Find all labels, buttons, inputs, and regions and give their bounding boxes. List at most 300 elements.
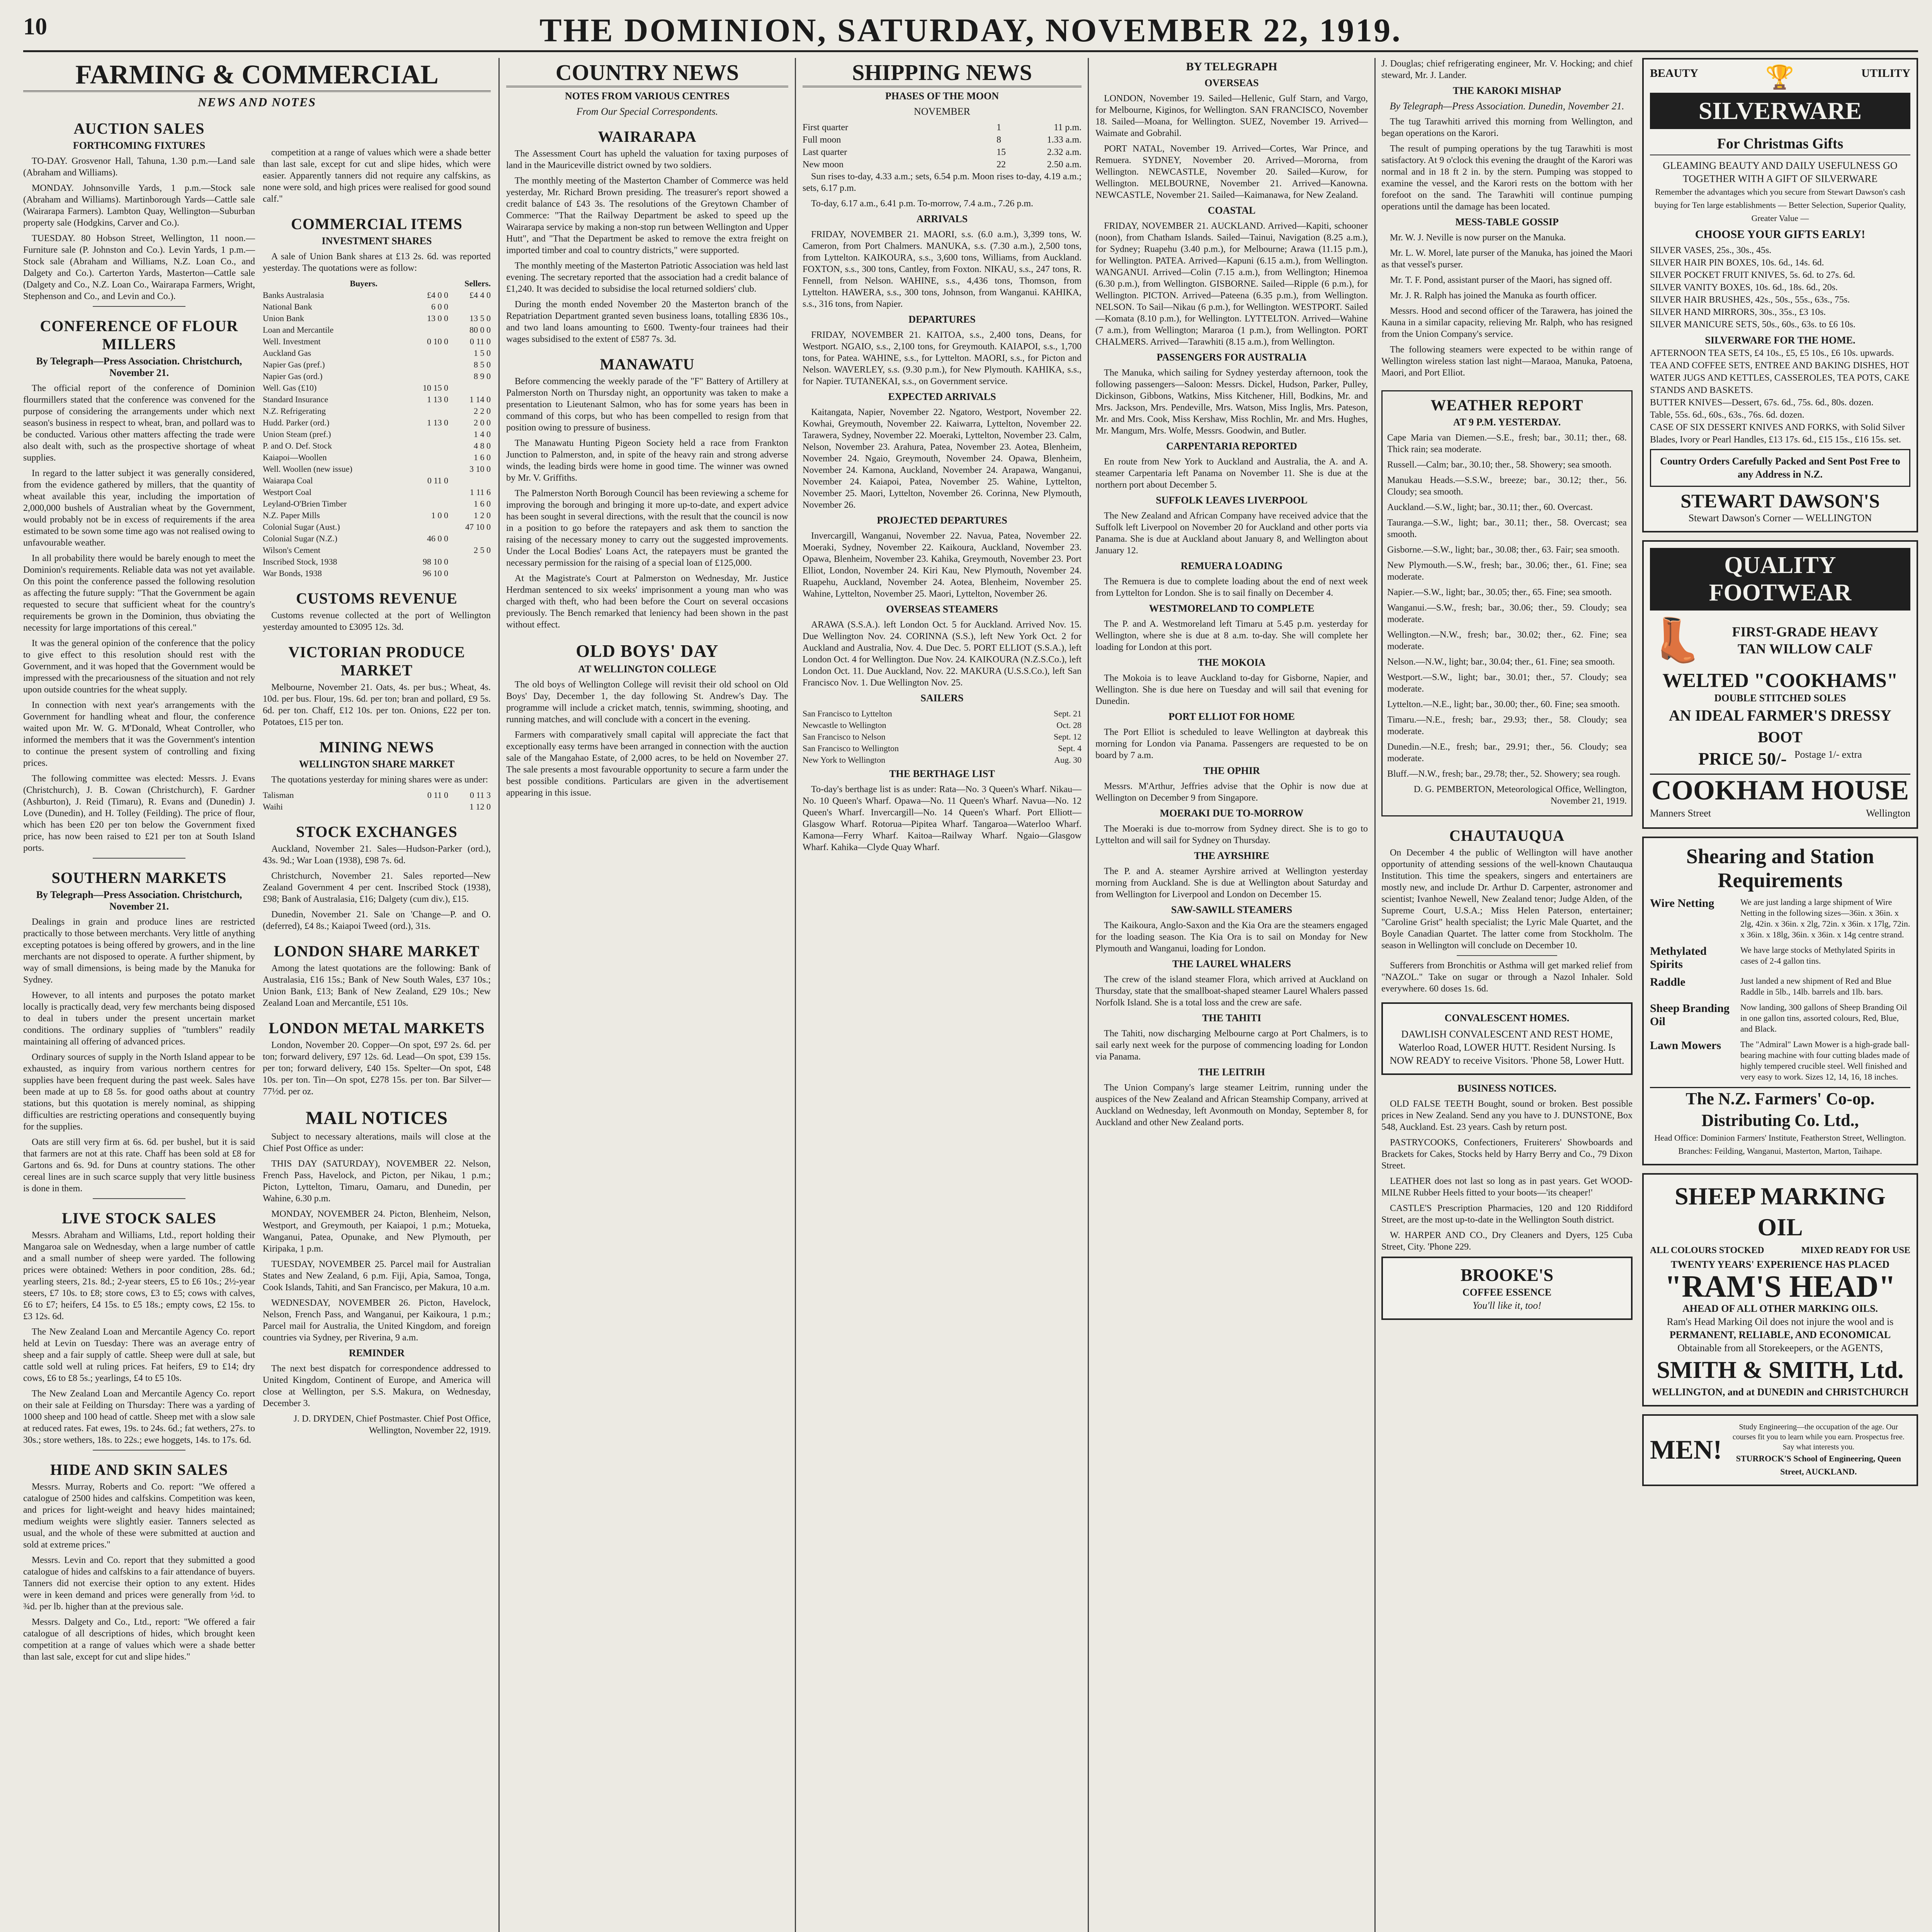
moon-row [803, 146, 1082, 158]
share-name: Wilson's Cement [263, 545, 321, 555]
beauty-label: BEAUTY [1650, 67, 1699, 80]
share-sellers: 2 5 0 [474, 545, 491, 555]
share-buyers [406, 324, 448, 336]
departures-heading: DEPARTURES [908, 314, 976, 325]
sailers-heading: SAILERS [920, 692, 964, 704]
share-row [263, 371, 491, 382]
article-paragraph: Auckland, November 21. Sales—Hudson-Parker (ord.), 43s. 9d.; War Loan (1938), £98 7s. 6d. [263, 844, 491, 866]
share-name: N.Z. Refrigerating [263, 406, 326, 416]
moon-phase: First quarter [803, 122, 848, 133]
article-paragraph: Christchurch, November 21. Sales reported—New Zealand Government 4 per cent. Inscribed Stock (1938), £98; Bank of Australasia, £16; Dalgety (cum div.), £15. [263, 871, 491, 904]
telegraph-column [1095, 58, 1368, 1932]
sailer-route: San Francisco to Wellington [803, 743, 899, 753]
tahiti-heading: THE TAHITI [1202, 1012, 1261, 1024]
sailer-left: Sept. 4 [1058, 743, 1082, 753]
share-row [263, 510, 491, 521]
article-paragraph: In regard to the latter subject it was generally considered, from the evidence gathered by millers, that the quantity of wheat available this year, including the importation of 2,000,000 bushels of Australian wheat by the Government, would probably not be in excess of requirements if the area estimated to be sown some time ago was not realised owing to unfavourable weather. [23, 468, 255, 548]
share-buyers [406, 463, 448, 475]
asthma-notice: Sufferers from Bronchitis or Asthma will get marked relief from "NAZOL." Take on sugar or through a Nazol Inhaler. Sold everywhere. 60 doses 1s. 6d. [1381, 961, 1633, 994]
mail-notices-heading: MAIL NOTICES [305, 1108, 448, 1128]
column-rule [498, 58, 500, 1932]
shearing-row [1650, 1002, 1910, 1034]
share-row [263, 313, 491, 324]
mining-table [263, 789, 491, 813]
article-paragraph: MONDAY. Johnsonville Yards, 1 p.m.—Stock sale (Abraham and Williams). Martinborough Yards—Cattle sale (Wairarapa Farmers). Lambton Quay, Wellington—Suburban property sale (Hodgkins, Carver and Co.). [23, 183, 255, 228]
shearing-row [1650, 1039, 1910, 1082]
share-name: Union Steam (pref.) [263, 429, 331, 439]
footwear-line: TAN WILLOW CALF [1737, 641, 1873, 656]
sturrocks-school: STURROCK'S School of Engineering, Queen Street, AUCKLAND. [1736, 1454, 1901, 1476]
article-paragraph: The New Zealand Loan and Mercantile Agency Co. report on their sale at Feilding on Thursday: There was a yarding of 1000 sheep and 100 head of cattle. Sheep met with a slow sale at reduced rates. Fat ewes, 19s. to 24s. 6d.; fat wethers, 27s. to 30s.; store wethers, 18s. to 22s.; ewe hoggets, 14s. to 17s. 6d. [23, 1389, 255, 1445]
share-name: Well. Investment [263, 337, 321, 346]
cookham-house: COOKHAM HOUSE [1650, 774, 1910, 806]
share-buyers [406, 405, 448, 417]
share-buyers [406, 544, 448, 556]
silverware-item: SILVER POCKET FRUIT KNIVES, 5s. 6d. to 27s. 6d. [1650, 270, 1855, 280]
divider [93, 1198, 185, 1199]
sellers-label: Sellers. [464, 279, 491, 288]
share-name: Standard Insurance [263, 395, 328, 404]
sheep-oil-left: ALL COLOURS STOCKED [1650, 1245, 1764, 1255]
share-row [263, 301, 491, 313]
article-paragraph: Messrs. Murray, Roberts and Co. report: "We offered a catalogue of 2500 hides and calfskins. Competition was keen, and prices for light-weight and heavy hides maintained; medium weights were slightly easier. Tanners selected as usual, and the whole of these were submitted at auction and sold at extreme prices." [23, 1482, 255, 1550]
mining-name: Talisman [263, 790, 294, 800]
share-sellers: 1 2 0 [474, 510, 491, 520]
share-buyers: 96 10 0 [423, 568, 448, 578]
share-buyers [406, 486, 448, 498]
sheep-oil-ahead: AHEAD OF ALL OTHER MARKING OILS. [1682, 1303, 1878, 1314]
article-paragraph: To-day's berthage list is as under: Rata—No. 3 Queen's Wharf. Nikau—No. 10 Queen's Wharf. Opawa—No. 11 Queen's Wharf. Navua—No. 12 Queen's Wharf. Invercargill—No. 14 Queen's Wharf. Port Elliott—Glasgow Wharf. Rotorua—Pipitea Wharf. Tangaroa—Waterloo Wharf. Kamona—Ferry Wharf. Kaitoa—Railway Wharf. Ngaio—Glasgow Wharf. Kahika—Clyde Quay Wharf. [803, 784, 1082, 852]
article-paragraph: The quotations yesterday for mining shares were as under: [271, 775, 488, 785]
footwear-line: DOUBLE STITCHED SOLES [1714, 692, 1846, 704]
share-sellers: 1 4 0 [474, 429, 491, 439]
share-sellers: 0 11 0 [469, 337, 491, 346]
advertisement-column [1642, 58, 1918, 1932]
share-row [263, 452, 491, 463]
article-paragraph: The official report of the conference of Dominion flourmillers stated that the conference was convened for the purpose of considering the arrangements under which next season's business in respect to wheat, bran, and pollard was to be conducted. Various other matters affecting the trade were also dealt with, such as the prospective shortage of wheat supplies. [23, 383, 255, 463]
sailers-table [803, 708, 1082, 766]
port-elliot-heading: PORT ELLIOT FOR HOME [1168, 711, 1295, 722]
passengers-heading: PASSENGERS FOR AUSTRALIA [1156, 352, 1307, 363]
article-paragraph: The tug Tarawhiti arrived this morning from Wellington, and began operations on the Karori. [1381, 117, 1633, 138]
sheep-oil-note: Ram's Head Marking Oil does not injure the wool and is [1667, 1316, 1894, 1327]
article-paragraph: The Moeraki is due to-morrow from Sydney direct. She is to go to Lyttelton and will sail for Sydney on Thursday. [1095, 824, 1368, 845]
silverware-item: SILVER MANICURE SETS, 50s., 60s., 63s. to £6 10s. [1650, 320, 1855, 330]
share-buyers: 6 0 0 [431, 302, 448, 311]
country-news-heading: COUNTRY NEWS [506, 60, 788, 87]
silverware-item: SILVER HAIR PIN BOXES, 10s. 6d., 14s. 6d. [1650, 258, 1824, 268]
sheep-oil-obtain: Obtainable from all Storekeepers, or the AGENTS, [1677, 1342, 1883, 1354]
moon-row [803, 134, 1082, 146]
article-paragraph: Dealings in grain and produce lines are restricted practically to those between merchants. Very little of anything excepting potatoes is being offered by growers, and in the line merchants are not disposed to operate. A further shipment, by way of small dimensions, is being made by the Manuka for Sydney. [23, 917, 255, 985]
weather-station-line: Timaru.—N.E., fresh; bar., 29.93; ther., 58. Cloudy; sea moderate. [1387, 715, 1627, 736]
article-paragraph: FRIDAY, NOVEMBER 21. AUCKLAND. Arrived—Kapiti, schooner (noon), from Chatham Islands. Sailed—Tainui, Navigation (8.25 a.m.), for Sydney; Ruapehu (3.40 p.m.), for Melbourne; Arawa (11.15 p.m.), for Wellington. PATEA. Arrived—Kapuni (6.15 a.m.), from Wellington. WANGANUI. Arrived—Colin (7.15 a.m.), from Wellington; Hinemoa (6.30 p.m.), from Wellington. GISBORNE. Sailed—Ripple (6 p.m.), for Wellington. PICTON. Arrived—Pateena (6.35 p.m.), from Wellington. NELSON. To Sail—Nikau (6 p.m.), for Wellington. WESTPORT. Sailed—Komata (8.10 p.m.), for Wellington. LYTTELTON. Arrived—Wahine (7 a.m.), from Wellington; Mararoa (1 p.m.), from Wellington. PORT CHALMERS. Arrived—Tarawhiti (8.15 a.m.), from Wellington. [1095, 221, 1368, 347]
farmers-coop-office: Head Office: Dominion Farmers' Institute, Featherston Street, Wellington. Branches: Feilding, Wanganui, Masterton, Marton, Taihape. [1654, 1133, 1906, 1156]
old-boys-subheading: AT WELLINGTON COLLEGE [578, 663, 716, 675]
share-sellers [448, 382, 491, 394]
article-paragraph: Messrs. Abraham and Williams, Ltd., report holding their Mangaroa sale on Wednesday, when a large number of cattle and a small number of sheep were yarded. The following prices were obtained: Wethers in poor condition, 28s. 6d.; yearling steers, 21s. 8d.; 2-year steers, £5 to £6 10s.; 2½-year steers, £7 10s. to £8; store cows, £3 to £5; cows with calves, £6 to £7; heifers, £4 15s. to £5 18s.; empty cows, £2 15s. to £3 12s. 6d. [23, 1230, 255, 1321]
commercial-items-heading: COMMERCIAL ITEMS [291, 215, 463, 233]
moon-row [803, 121, 1082, 134]
expected-arrivals-heading: EXPECTED ARRIVALS [888, 391, 996, 402]
brookes-tagline: You'll like it, too! [1473, 1300, 1541, 1311]
cookham-street: Manners Street [1650, 808, 1711, 819]
weather-station-line: Wellington.—N.W., fresh; bar., 30.02; ther., 62. Fine; sea moderate. [1387, 630, 1627, 651]
silverware-home-item: TEA AND COFFEE SETS, ENTREE AND BAKING DISHES, HOT WATER JUGS AND KETTLES, CASSEROLES, TEA POTS, CAKE STANDS AND BASKETS. [1650, 361, 1910, 395]
article-paragraph: TO-DAY. Grosvenor Hall, Tahuna, 1.30 p.m.—Land sale (Abraham and Williams). [23, 156, 255, 178]
silverware-home-item: BUTTER KNIVES—Dessert, 67s. 6d., 75s. 6d., 80s. dozen. [1650, 398, 1874, 408]
silverware-home-item: CASE OF SIX DESSERT KNIVES AND FORKS, with Solid Silver Blades, Ivory or Pearl Handles, £13 17s. 6d., £15 15s., £16 15s. set. [1650, 422, 1905, 445]
article-paragraph: MONDAY, NOVEMBER 24. Picton, Blenheim, Nelson, Westport, and Greymouth, per Kaiapoi, 1 p.m.; Motueka, Wanganui, Patea, Opunake, and New Plymouth, per Kiripaka, 1 p.m. [263, 1209, 491, 1254]
silverware-ad [1642, 58, 1918, 532]
mining-name: Waihi [263, 802, 283, 811]
wairarapa-heading: WAIRARAPA [598, 128, 697, 145]
silverware-item: SILVER HAND MIRRORS, 30s., 35s., £3 10s. [1650, 307, 1826, 317]
sheep-marking-oil-ad [1642, 1173, 1918, 1406]
article-paragraph: Among the latest quotations are the following: Bank of Australasia, £16 15s.; Bank of New South Wales, £37 10s.; Union Bank, £13; Bank of New Zealand, £29 10s.; New Zealand Loan and Mercantile, £51 10s. [263, 963, 491, 1008]
article-paragraph: competition at a range of values which were a shade better than last sale, except for cut and slipe hides, which were easier. Apparently tanners did not require any calfskins, as none were sold, and high prices were realised for good sound calf." [263, 148, 491, 204]
article-paragraph: The New Zealand Loan and Mercantile Agency Co. report held at Levin on Tuesday: There was an average entry of sheep and a fair supply of cattle. Sheep were dull at sale, but cattle sold well at ruling prices. Fat heifers, £9 to £14; dry cows, £6 to £8 5s.; yearlings, £4 to £5 10s. [23, 1327, 255, 1383]
sailer-row [803, 743, 1082, 754]
article-paragraph: In all probability there would be barely enough to meet the Dominion's requirements. Reliable data was not yet available. On this point the conference passed the following resolution as affecting the future supply: "That the Government be again requested to secure that sufficient wheat for the country's requirements be grown in the Dominion, thus obviating the necessity for large importations of this cereal." [23, 553, 255, 633]
sailer-route: Newcastle to Wellington [803, 720, 886, 730]
sailer-route: San Francisco to Nelson [803, 732, 886, 742]
share-sellers: £4 4 0 [469, 290, 491, 300]
shearing-item-name: Lawn Mowers [1650, 1039, 1721, 1052]
article-paragraph: Messrs. Dalgety and Co., Ltd., report: "We offered a fair catalogue of all descriptions of hides, which brought keen competition at a range of values which were a shade better than last sale, except for cut and slipe hides." [23, 1617, 255, 1662]
silverware-title: SILVERWARE [1650, 93, 1910, 129]
article-paragraph: On December 4 the public of Wellington will have another opportunity of attending sessions of the well-known Chautauqua Institution. This time the speakers, singers and entertainers are mostly new, and include Dr. Arthur D. Carpenter, astronomer and scientist; Ivanhoe Newell, New Zealand tenor; Judge Alden, of the Supreme Court, U.S.A.; Miss Helen Paterson, entertainer; "Caroline Grist" health specialist; the Lyric Male Quartet, and the Boyle Canadian Quartet. The latter come from Stockholm. The season in Wellington will conclude on December 10. [1381, 848, 1633, 951]
share-name: Hudd. Parker (ord.) [263, 418, 330, 427]
weather-station-line: Gisborne.—S.W., light; bar., 30.08; ther., 63. Fair; sea smooth. [1387, 545, 1620, 555]
silverware-item: SILVER HAIR BRUSHES, 42s., 50s., 55s., 63s., 75s. [1650, 295, 1850, 305]
sailer-row [803, 731, 1082, 743]
article-paragraph: The result of pumping operations by the tug Tarawhiti is most satisfactory. At 9 o'clock this evening the draught of the Karori was normal and in 18 ft 2 in. by the stern. Pumping was stopped to examine the vessel, and the Karori rests on the bottom with her forefoot on the sand. The Tarawhiti will continue pumping operations until the damage has been located. [1381, 144, 1633, 212]
moon-day: 1 [997, 122, 1001, 133]
weather-subheading: AT 9 P.M. YESTERDAY. [1453, 417, 1561, 428]
shearing-item-name: Methylated Spirits [1650, 945, 1707, 971]
sheep-oil-perm: PERMANENT, RELIABLE, AND ECONOMICAL [1669, 1329, 1891, 1340]
article-paragraph: THIS DAY (SATURDAY), NOVEMBER 22. Nelson, French Pass, Havelock, and Picton, per Nikau, 1 p.m.; Picton, Lyttelton, Timaru, Oamaru, and Dunedin, per Wahine, 6.30 p.m. [263, 1159, 491, 1204]
london-share-heading: LONDON SHARE MARKET [274, 942, 480, 960]
boot-icon: 👢 [1650, 617, 1703, 664]
share-name: Well. Woollen (new issue) [263, 464, 352, 474]
weather-station-line: Tauranga.—S.W., light; bar., 30.11; ther., 58. Overcast; sea smooth. [1387, 518, 1627, 539]
berthage-heading: THE BERTHAGE LIST [889, 768, 995, 779]
article-paragraph: Messrs. M'Arthur, Jeffries advise that the Ophir is now due at Wellington on December 9 from Singapore. [1095, 781, 1368, 803]
coastal-heading: COASTAL [1208, 205, 1256, 216]
chautauqua-heading: CHAUTAUQUA [1449, 827, 1565, 844]
share-row [263, 336, 491, 347]
sailer-row [803, 719, 1082, 731]
article-paragraph: En route from New York to Auckland and Australia, the A. and A. steamer Carpentaria left Panama on November 11. She is due at the northern port about December 5. [1095, 457, 1368, 490]
share-sellers: 3 10 0 [469, 464, 491, 474]
share-sellers: 8 9 0 [474, 371, 491, 381]
share-sellers [448, 568, 491, 579]
article-paragraph: The New Zealand and African Company have received advice that the Suffolk left Liverpool on November 20 for Auckland and other ports via Panama. She is due at Auckland about January 8, and Wellington about January 12. [1095, 511, 1368, 556]
share-buyers [406, 521, 448, 533]
newspaper-title: THE DOMINION, SATURDAY, NOVEMBER 22, 1919. [539, 12, 1402, 49]
share-buyers: 10 15 0 [423, 383, 448, 393]
shearing-station-ad [1642, 837, 1918, 1165]
utility-label: UTILITY [1861, 67, 1910, 80]
shearing-item-text: We have large stocks of Methylated Spirits in cases of 2-4 gallon tins. [1740, 945, 1895, 966]
share-row [263, 289, 491, 301]
share-buyers: 0 11 0 [427, 476, 448, 485]
article-paragraph: TUESDAY. 80 Hobson Street, Wellington, 11 noon.—Furniture sale (P. Johnston and Co.). Levin Yards, 1 p.m.—Stock sale (Abraham and Williams, N.Z. Loan Co., and Dalgety and Co.). Carterton Yards, Masterton—Cattle sale (Dalgety and Co., N.Z. Loan Co., Wairarapa Farmers, Wright, Stephenson and Co., and Levin and Co.). [23, 233, 255, 301]
footwear-line: FIRST-GRADE HEAVY [1732, 624, 1879, 639]
article-paragraph: The monthly meeting of the Masterton Chamber of Commerce was held yesterday, Mr. Richard Brown presiding. The treasurer's report showed a credit balance of £43 3s. The resolutions of the Greytown Chamber of Commerce: "That the Railway Department be asked to speed up the Wairarapa service by making a non-stop run between Wellington and Upper Hutt", and "That the Department be asked to remove the extra freight on imported timber and coal to country districts," were supported. [506, 176, 788, 255]
sailer-left: Aug. 30 [1054, 755, 1082, 765]
choose-early: CHOOSE YOUR GIFTS EARLY! [1695, 228, 1866, 241]
share-buyers: 1 13 0 [427, 418, 448, 427]
men-heading: MEN! [1650, 1435, 1722, 1465]
share-table [263, 289, 491, 579]
mining-buyers [406, 801, 448, 813]
moon-time: 2.32 a.m. [1047, 147, 1082, 157]
brookes-product: COFFEE ESSENCE [1462, 1287, 1552, 1298]
sheep-oil-right: MIXED READY FOR USE [1801, 1245, 1910, 1255]
article-paragraph: The following committee was elected: Messrs. J. Evans (Christchurch), J. B. Cowan (Christchurch), F. Gardner (Ashburton), J. Reid (Timaru), R. Evans and (Dunedin) J. Love (Dunedin), and H. Tolley (Feilding). The price of flour, which has been £20 per ton below the Government fixed price, has now been raised to £21 per ton at South Island ports. [23, 774, 255, 853]
share-name: Union Bank [263, 313, 304, 323]
weather-lines [1387, 432, 1627, 780]
article-paragraph: FRIDAY, NOVEMBER 21. MAORI, s.s. (6.0 a.m.), 3,399 tons, W. Cameron, from Port Chalmers. MANUKA, s.s. (7.30 a.m.), 2,500 tons, from Lyttelton. KAIKOURA, s.s., 3,600 tons, Williams, from Auckland. FOXTON, s.s., 300 tons, Cantley, from Foxton. NIKAU, s.s., 247 tons, R. Fennell, from Nelson. WAHINE, s.s., 4,436 tons, Thomson, from Lyttelton. HAWERA, s.s., 300 tons, Johnson, from Wanganui. KAHIKA, s.s., 316 tons, from Napier. [803, 230, 1082, 309]
share-row [263, 429, 491, 440]
mining-sellers: 0 11 3 [469, 790, 491, 800]
silverware-home-item: Table, 55s. 6d., 60s., 63s., 76s. 6d. dozen. [1650, 410, 1804, 420]
share-buyers: 1 0 0 [431, 510, 448, 520]
article-paragraph: Messrs. Levin and Co. report that they submitted a good catalogue of hides and calfskins to a fair attendance of buyers. Tanners did not exercise their option to any extent. Hides were in keen demand and prices were generally from ½d. to ¾d. per lb. higher than at the previous sale. [23, 1555, 255, 1612]
weather-report [1381, 390, 1633, 816]
article-paragraph: LONDON, November 19. Sailed—Hellenic, Gulf Starn, and Vargo, for Melbourne, Kiginos, for Wellington. SAN FRANCISCO, November 18. Sailed—Moana, for Wellington. SUEZ, November 19. Arrived—Waimate and Gobrahil. [1095, 94, 1368, 138]
signature: D. G. PEMBERTON, Meteorological Office, Wellington, November 21, 1919. [1413, 784, 1627, 806]
business-notice: CASTLE'S Prescription Pharmacies, 120 and 120 Riddiford Street, are the most up-to-date in the Wellington South district. [1381, 1203, 1633, 1225]
trophy-icon: 🏆 [1765, 65, 1794, 90]
article-paragraph: The Kaikoura, Anglo-Saxon and the Kia Ora are the steamers engaged for the loading season. The Kia Ora is to sail on Monday for New Plymouth and Wanganui, loading for London. [1095, 920, 1368, 954]
business-notice: OLD FALSE TEETH Bought, sound or broken. Best possible prices in New Zealand. Send any you have to J. DUNSTONE, Box 548, Auckland. Est. 23 years. Cash by return post. [1381, 1099, 1633, 1132]
share-row [263, 324, 491, 336]
leitrim-heading: THE LEITRIH [1198, 1066, 1265, 1078]
footwear-title: QUALITY FOOTWEAR [1650, 548, 1910, 611]
article-paragraph: ARAWA (S.S.A.). left London Oct. 5 for Auckland. Arrived Nov. 15. Due Wellington Nov. 24. CORINNA (S.S.), left New York Oct. 2 for Auckland and Australia, Nov. 4. Due Dec. 5. PORT ELLIOT (S.S.A.), left London Oct. 4 for Wellington. Due Nov. 24. KAIKOURA (N.Z.S.Co.), left London Oct. 11. Due Auckland, Nov. 22. MAKURA (U.S.S.Co.), left San Francisco Nov. 1. Due Wellington Nov. 25. [803, 620, 1082, 688]
share-buyers [406, 452, 448, 463]
shearing-row [1650, 897, 1910, 940]
share-name: Colonial Sugar (Aust.) [263, 522, 340, 532]
business-notice: PASTRYCOOKS, Confectioners, Fruiterers' Showboards and Brackets for Cakes, Stocks held by Harry Berry and Co., 79 Dixon Street. [1381, 1138, 1633, 1171]
share-name: Westport Coal [263, 487, 311, 497]
share-buyers: 1 13 0 [427, 395, 448, 404]
sailer-left: Oct. 28 [1056, 720, 1082, 730]
overseas-heading: OVERSEAS [1204, 77, 1259, 88]
stewart-dawson-address: Stewart Dawson's Corner — WELLINGTON [1688, 512, 1872, 524]
convalescent-homes-ad [1381, 1002, 1633, 1075]
men-text: Study Engineering—the occupation of the age. Our courses fit you to learn while you earn. Prospectus free. Say what interests you. [1732, 1423, 1905, 1451]
article-paragraph: Ordinary sources of supply in the North Island appear to be exhausted, as inquiry from various northern centres for supplies have been frequent during the past week. Sales have been made at up to £8 5s. for good oaths about at country stations, but this quotation is merely nominal, as shipping difficulties are restricting operations and consequently buying for the supplies. [23, 1052, 255, 1132]
saw-heading: SAW-SAWILL STEAMERS [1171, 904, 1293, 915]
carpentaria-heading: CARPENTARIA REPORTED [1166, 440, 1297, 452]
share-row [263, 382, 491, 394]
dateline: By Telegraph—Press Association. Dunedin, November 21. [1389, 100, 1624, 112]
share-row [263, 568, 491, 579]
weather-station-line: New Plymouth.—S.W., fresh; bar., 30.06; ther., 61. Fine; sea moderate. [1387, 560, 1627, 582]
weather-station-line: Napier.—S.W., light; bar., 30.05; ther., 65. Fine; sea smooth. [1387, 587, 1612, 597]
laurel-heading: THE LAUREL WHALERS [1172, 958, 1291, 969]
shearing-item-name: Sheep Branding Oil [1650, 1002, 1730, 1028]
buyers-label: Buyers. [350, 279, 378, 288]
share-sellers: 47 10 0 [465, 522, 491, 532]
business-notice: LEATHER does not last so long as in past years. Get WOOD-MILNE Rubber Heels fitted to your boots—'its cheaper!' [1381, 1176, 1633, 1198]
article-paragraph: Customs revenue collected at the port of Wellington yesterday amounted to £3095 12s. 3d. [263, 611, 491, 632]
cookham-city: Wellington [1866, 808, 1910, 819]
article-paragraph: The old boys of Wellington College will revisit their old school on Old Boys' Day, December 1, the day following St. Andrew's Day. The programme will include a cricket match, tennis, swimming, shooting, and running matches, and will conclude with a concert in the evening. [506, 680, 788, 724]
article-paragraph: The Assessment Court has upheld the valuation for taxing purposes of land in the Mauriceville district owned by two soldiers. [506, 149, 788, 170]
moon-day: 15 [997, 147, 1006, 157]
silverware-body: Remember the advantages which you secure from Stewart Dawson's cash buying for Ten large establishments — Better Selection, Superior Quality, Greater Value — [1654, 187, 1906, 223]
sun-moon-times: Sun rises to-day, 4.33 a.m.; sets, 6.54 p.m. Moon rises to-day, 4.19 a.m.; sets, 6.17 p.m. [803, 172, 1082, 193]
reminder-heading: REMINDER [349, 1347, 405, 1359]
share-sellers: 1 5 0 [474, 348, 491, 358]
brookes-coffee-ad [1381, 1257, 1633, 1320]
silverware-home-list [1650, 347, 1910, 446]
share-sellers: 8 5 0 [474, 360, 491, 369]
share-buyers [406, 498, 448, 510]
shearing-item-text: The "Admiral" Lawn Mower is a high-grade ball-bearing machine with four cutting blades made of highly tempered crucible steel. Well finished and very easy to work. Sizes 12, 14, 16, 18 inches. [1740, 1039, 1910, 1082]
article-paragraph: Farmers with comparatively small capital will appreciate the fact that exceptionally easy terms have been arranged in connection with the auction sale of the Mangahao Estate, of 2,000 acres, to be held on November 27. The sale presents a most favourable opportunity to secure a farm under the best possible conditions. Particulars are given in the advertisement appearing in this issue. [506, 730, 788, 798]
article-paragraph: It was the general opinion of the conference that the policy to give effect to this resolution should rest with the Government, and it was hoped that the Government would be impressed with the precariousness of the situation and not rely upon outside countries for the wheat supply. [23, 638, 255, 695]
weather-station-line: Cape Maria van Diemen.—S.E., fresh; bar., 30.11; ther., 68. Thick rain; sea moderate. [1387, 433, 1627, 454]
smith-smith-agent: SMITH & SMITH, Ltd. [1656, 1357, 1904, 1383]
article-paragraph: The Tahiti, now discharging Melbourne cargo at Port Chalmers, is to sail early next week for the purpose of commencing loading for London via Panama. [1095, 1029, 1368, 1062]
share-row [263, 440, 491, 452]
mining-subheading: WELLINGTON SHARE MARKET [299, 759, 455, 770]
article-paragraph: In connection with next year's arrangements with the Government for handling wheat and flour, the conference waited upon Mr. W. G. M'Donald, Wheat Controller, who informed the members that it was the Government's intention to continue the present system of controlling and fixing prices. [23, 700, 255, 768]
column-rule [1088, 58, 1089, 1932]
weather-heading: WEATHER REPORT [1430, 396, 1583, 414]
farming-banner: FARMING & COMMERCIAL [23, 60, 491, 92]
manawatu-heading: MANAWATU [600, 355, 695, 373]
article-paragraph: The Port Elliot is scheduled to leave Wellington at daybreak this morning for London via Panama. Passengers are requested to be on board by 7 a.m. [1095, 727, 1368, 760]
remuera-heading: REMUERA LOADING [1180, 560, 1283, 571]
weather-station-line: Bluff.—N.W., fresh; bar., 29.78; ther., 52. Showery; sea rough. [1387, 769, 1621, 779]
column-rule [1374, 58, 1376, 1932]
share-row [263, 463, 491, 475]
share-sellers: 1 6 0 [474, 452, 491, 462]
article-paragraph: Mr. W. J. Neville is now purser on the Manuka. [1390, 233, 1566, 243]
page-number: 10 [23, 14, 47, 40]
conference-heading: CONFERENCE OF FLOUR MILLERS [40, 317, 238, 353]
share-row [263, 394, 491, 405]
article-paragraph: The next best dispatch for correspondence addressed to United Kingdom, Continent of Europe, and America will close at Wellington, per S.S. Makura, on Wednesday, December 3. [263, 1364, 491, 1408]
weather-station-line: Russell.—Calm; bar., 30.10; ther., 58. Showery; sea smooth. [1387, 460, 1612, 470]
article-paragraph: Subject to necessary alterations, mails will close at the Chief Post Office as under: [263, 1132, 491, 1153]
silverware-price-list [1650, 244, 1910, 331]
article-paragraph: The crew of the island steamer Flora, which arrived at Auckland on Thursday, state that the smallboat-shaped steamer Laurel Whalers passed Norfolk Island. She is a total loss and the crew are safe. [1095, 975, 1368, 1008]
shearing-items [1650, 897, 1910, 1082]
share-buyers [406, 429, 448, 440]
share-buyers [406, 359, 448, 371]
ayrshire-heading: THE AYRSHIRE [1194, 850, 1269, 861]
share-row [263, 405, 491, 417]
sheep-oil-title: SHEEP MARKING OIL [1675, 1182, 1886, 1241]
article-paragraph: At the Magistrate's Court at Palmerston on Wednesday, Mr. Justice Herdman sentenced to six weeks' imprisonment a young man who was charged with theft, who had been before the Court on several occasions previously. The Bench remarked that leniency had been shown in the past without effect. [506, 573, 788, 630]
article-paragraph: Messrs. Hood and second officer of the Tarawera, has joined the Kauna in a similar capacity, relieving Mr. Ralph, who has resigned from the Union Company's service. [1381, 306, 1633, 339]
divider [93, 858, 185, 859]
article-paragraph: Mr. J. R. Ralph has joined the Manuka as fourth officer. [1390, 291, 1597, 301]
divider [93, 306, 185, 307]
article-paragraph: However, to all intents and purposes the potato market locally is practically dead, very few merchants being disposed to deal in tubers under the present uncertain market conditions. The ordinary supplies of "tumblers" readily maintaining all offering of advanced prices. [23, 990, 255, 1047]
sailer-route: New York to Wellington [803, 755, 886, 765]
byline: From Our Special Correspondents. [576, 106, 718, 117]
article-paragraph: Kaitangata, Napier, November 22. Ngatoro, Westport, November 22. Kowhai, Greymouth, November 22. Kaiwarra, Lyttelton, November 22. Tarawera, Sydney, November 22. Moeraki, Lyttelton, November 23. Calm, Nelson, November 23. Arahura, Patea, November 23. Aotea, Blenheim, November 24. Ngaio, Greymouth, November 24. Opawa, Blenheim, November 24. Kamona, Auckland, November 24. Arapawa, Wanganui, November 24. Kaiapoi, Patea, November 25. Wahine, Lyttelton, November 25. Maori, Lyttelton, November 26. Corinna, New Plymouth, November 26. [803, 407, 1082, 510]
share-buyers: 13 0 0 [427, 313, 448, 323]
westmoreland-heading: WESTMORELAND TO COMPLETE [1149, 603, 1315, 614]
share-row [263, 544, 491, 556]
stewart-dawson-name: STEWART DAWSON'S [1680, 490, 1880, 512]
article-paragraph: PORT NATAL, November 19. Arrived—Cortes, War Prince, and Remuera. SYDNEY, November 20. Arrived—Mororna, from Wellington. NEWCASTLE, November 20. Sailed—Kurow, for Wellington. MELBOURNE, November 21. Arrived—Kanowna. NEWCASTLE, November 21. Sailed—Kaimanawa, for New Zealand. [1095, 144, 1368, 200]
moon-row [803, 158, 1082, 171]
christmas-gifts-label: For Christmas Gifts [1650, 133, 1910, 155]
share-buyers [406, 347, 448, 359]
share-name: War Bonds, 1938 [263, 568, 322, 578]
moon-day: 8 [997, 135, 1001, 145]
moon-time: 1.33 a.m. [1047, 135, 1082, 145]
share-name: National Bank [263, 302, 312, 311]
mining-row [263, 789, 491, 801]
moon-phase: Last quarter [803, 147, 847, 157]
share-row [263, 417, 491, 429]
share-row [263, 475, 491, 486]
dateline: By Telegraph—Press Association. Christchurch, November 21. [36, 889, 242, 912]
exchange-heading: STOCK EXCHANGES [296, 823, 457, 840]
moon-phase: New moon [803, 160, 844, 170]
article-paragraph: The monthly meeting of the Masterton Patriotic Association was held last evening. The secretary reported that the association had a credit balance of £1,240. It was decided to subsidise the local returned soldiers' club. [506, 261, 788, 294]
footwear-line: AN IDEAL FARMER'S DRESSY BOOT [1668, 707, 1891, 746]
share-row [263, 359, 491, 371]
share-sellers [448, 475, 491, 486]
article-paragraph: Melbourne, November 21. Oats, 4s. per bus.; Wheat, 4s. 10d. per bus. Flour, 19s. 6d. per ton; bran and pollard, £9 5s. 6d. per ton. Chaff, £12 10s. per ton. Onions, £22 per ton. Potatoes, £15 per ton. [263, 682, 491, 727]
investment-heading: INVESTMENT SHARES [321, 235, 432, 247]
share-buyers: £4 0 0 [427, 290, 448, 300]
share-row [263, 533, 491, 544]
tide-times: To-day, 6.17 a.m., 6.41 p.m. To-morrow, 7.4 a.m., 7.26 p.m. [811, 199, 1034, 209]
share-sellers: 13 5 0 [469, 313, 491, 323]
share-table-header [263, 278, 491, 289]
share-buyers [406, 371, 448, 382]
mess-table-heading: MESS-TABLE GOSSIP [1455, 216, 1559, 228]
news-column-f: J. Douglas; chief refrigerating engineer, Mr. V. Hocking; and chief steward, Mr. J. Lander. THE KAROKI MISHAP By Telegraph—Press Association. Dunedin, November 21. The tug Tarawhiti arrived this morning from Wellington, and began operations on the Karori. The result of pumping operations by the tug Tarawhiti is most satisfactory. At 9 o'clock this evening the draught of the Karori was normal and in 18 ft 2 in. by the stern. Pumping was stopped to examine the vessel, and the Karori rests on the bottom with her forefoot on the sand. The Tarawhiti will continue pumping operations until the damage has been located. MESS-TABLE GOSSIP Mr. W. J. Neville is now purser on the Manuka. Mr. L. W. Morel, late purser of the Manuka, has joined the Maori as that vessel's purser. Mr. T. F. Pond, assistant purser of the Maori, has signed off. Mr. J. R. Ralph has joined the Manuka as fourth officer. Messrs. Hood and second officer of the Tarawera, has joined the Kauna in a similar capacity, relieving Mr. Ralph, who has resigned from the Union Company's service. The following steamers were expected to be within range of Wellington wireless station last night—Maraoa, Manuka, Patoena, Maori, and Port Elliot. WEATHER REPORT AT 9 P.M. YESTERDAY. Cape Maria van Diemen.—S.E., fresh; bar., 30.11; ther., 68. Thick rain; sea moderate. Russell.—Calm; bar., 30.10; ther., 58. Showery; sea smooth. Manukau Heads.—S.S.W., breeze; bar., 30.12; ther., 56. Cloudy; sea smooth. Auckland.—S.W., light; bar., 30.11; ther., 60. Overcast. Tauranga.—S.W., light; bar., 30.11; ther., 58. Overcast; sea smooth. Gisborne.—S.W., light; bar., 30.08; ther., 63. Fair; sea smooth. New Plymouth.—S.W., fresh; bar., 30.06; ther., 61. Fine; sea moderate. Napier.—S.W., light; bar., 30.05; ther., 65. Fine; sea smooth. Wanganui.—S.W., fresh; bar., 30.06; ther., 59. Cloudy; sea moderate. Wellington.—N.W., fresh; bar., 30.02; ther., 62. Fine; sea moderate. Nelson.—N.W., light; bar., 30.04; ther., 61. Fine; sea smooth. Westport.—S.W., light; bar., 30.01; ther., 57. Cloudy; sea moderate. Lyttelton.—N.E., light; bar., 30.00; ther., 60. Fine; sea smooth. Timaru.—N.E., fresh; bar., 29.93; ther., 58. Cloudy; sea moderate. Dunedin.—N.E., fresh; bar., 29.91; ther., 56. Cloudy; sea moderate. Bluff.—N.W., fresh; bar., 29.78; ther., 52. Showery; sea rough. D. G. PEMBERTON, Meteorological Office, Wellington, November 21, 1919. CHAUTAUQUA On December 4 the public of Wellington will have another opportunity of attending sessions of the well-known Chautauqua Institution. This time the speakers, singers and entertainers are mostly new, and include Dr. Arthur D. Carpenter, astronomer and scientist; Ivanhoe Newell, New Zealand tenor; Judge Alden, of the Supreme Court, U.S.A.; Miss Helen Paterson, entertainer; "Caroline Grist" health specialist; the Lyric Male Quartet, and the Boyle Canadian Quartet. The latter come from Stockholm. The season in Wellington will conclude on December 10. Sufferers from Bronchitis or Asthma will get marked relief from "NAZOL." Take on sugar or through a Nazol Inhaler. Sold everywhere. 60 doses 1s. 6d. CONVALESCENT HOMES. DAWLISH CONVALESCENT AND REST HOME, Waterloo Road, LOWER HUTT. Resident Nursing. Is NOW READY to receive Visitors. 'Phone 58, Lower Hutt. BUSINESS NOTICES. OLD FALSE TEETH Bought, sound or broken. Best possible prices in New Zealand. Send any you have to J. DUNSTONE, Box 548, Auckland. Est. 23 years. Cash by return post. PASTRYCOOKS, Confectioners, Fruiterers' Showboards and Brackets for Cakes, Stocks held by Harry Berry and Co., 79 Dixon Street. LEATHER does not last so long as in past years. Get WOOD-MILNE Rubber Heels fitted to your boots—'its cheaper!' CASTLE'S Prescription Pharmacies, 120 and 120 Riddiford Street, are the most up-to-date in the Wellington South district. W. HARPER AND CO., Dry Cleaners and Dyers, 125 Cuba Street, City. 'Phone 229. BROOKE'S COFFEE ESSENCE You'll like it, too! [1381, 58, 1633, 1932]
customs-heading: CUSTOMS REVENUE [296, 590, 457, 607]
article-paragraph: The Palmerston North Borough Council has been reviewing a scheme for improving the borough and bringing it more up-to-date, and expert advice has been sought in several directions, with the result that the council is now in a position to go before the ratepayers and ask them to sanction the raising of the necessary money to carry out the suggested improvements. Under the Local Bodies' Loans Act, the ratepayers must be granted the necessary permission for the raising of a special loan of £125,000. [506, 488, 788, 568]
weather-station-line: Nelson.—N.W., light; bar., 30.04; ther., 61. Fine; sea smooth. [1387, 657, 1615, 667]
moon-day: 22 [997, 160, 1006, 170]
share-name: Napier Gas (ord.) [263, 371, 323, 381]
share-sellers: 2 0 0 [474, 418, 491, 427]
convalescent-heading: CONVALESCENT HOMES. [1444, 1012, 1570, 1024]
article-paragraph: Invercargill, Wanganui, November 22. Navua, Patea, November 22. Moeraki, Sydney, November 22. Kaikoura, Auckland, November 23. Opawa, Blenheim, November 23. Kahika, Greymouth, November 23. Port Elliot, London, November 24. Kiri Kau, New Plymouth, November 24. Ruapehu, Auckland, November 24. Aotea, Blenheim, November 25. Wahine, Lyttelton, November 25. Maori, Lyttelton, November 26. [803, 531, 1082, 599]
sailer-left: Sept. 21 [1053, 709, 1082, 718]
share-buyers [406, 440, 448, 452]
news-notes-kicker: NEWS AND NOTES [198, 95, 316, 109]
share-name: N.Z. Paper Mills [263, 510, 320, 520]
shearing-item-name: Raddle [1650, 976, 1685, 988]
projected-departures-heading: PROJECTED DEPARTURES [877, 515, 1007, 526]
article-paragraph: WEDNESDAY, NOVEMBER 26. Picton, Havelock, Nelson, French Pass, and Wanganui, per Kaikoura, 1 p.m.; Parcel mail for Australia, the United Kingdom, and foreign countries via Sydney, per Riverina, 9 a.m. [263, 1298, 491, 1343]
convalescent-text: DAWLISH CONVALESCENT AND REST HOME, Waterloo Road, LOWER HUTT. Resident Nursing. Is NOW READY to receive Visitors. 'Phone 58, Lower Hutt. [1389, 1029, 1624, 1066]
share-name: Napier Gas (pref.) [263, 360, 325, 369]
share-name: Auckland Gas [263, 348, 311, 358]
smith-smith-where: WELLINGTON, and at DUNEDIN and CHRISTCHURCH [1651, 1386, 1909, 1398]
article-paragraph: TUESDAY, NOVEMBER 25. Parcel mail for Australian States and New Zealand, 6 p.m. Fiji, Apia, Samoa, Tonga, Cook Islands, Tahiti, and San Francisco, per Makura, 10 a.m. [263, 1259, 491, 1293]
